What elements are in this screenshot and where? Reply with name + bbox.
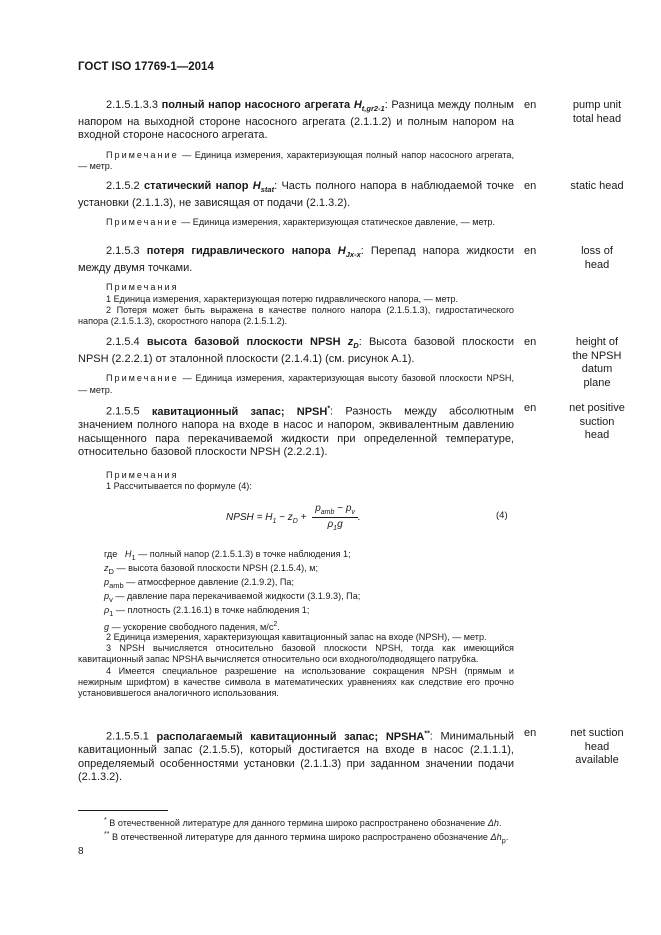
term-name: статический напор $H_{stat}$ (143, 180, 275, 195)
formula-npsh: NPSH = $H_1 - z_D$ + $\frac{p_{amb} - p_v}{\rho_1g}$ . (226, 503, 361, 532)
term-name: высота базовой плоскости NPSH $z_D$ (146, 336, 359, 351)
note: Примечание — Единица измерения, характеризующая статическое давление, — метр. (106, 217, 495, 228)
legend-item: $z_D$ — высота базовой плоскости NPSH (2.1.5.4), м; (104, 563, 318, 576)
lang-code: en (524, 336, 537, 348)
english-equivalent: static head (570, 180, 624, 192)
note: 3 NPSH вычисляется относительно базовой плоскости NPSH, тогда как имеющийся кавитационный запас NPSHA вычисляется относительно оси входного/подводящего патрубка. (78, 643, 514, 665)
notes-block (78, 632, 514, 699)
footnote-divider (78, 810, 168, 811)
note: 1 Единица измерения, характеризующая потерю гидравлического напора, — метр. (106, 293, 458, 304)
note: Примечание — Единица измерения, характеризующая полный напор насосного агрегата, — метр. (78, 149, 514, 172)
symbol-legend (104, 549, 360, 633)
term-definition: 2.1.5.3 потеря гидравлического напора $H_{Jx-x}$: Перепад напора жидкости между двумя точками. (78, 245, 514, 274)
term-name: кавитационный запас; NPSH* (151, 405, 331, 418)
equation-number: (4) (496, 510, 508, 521)
term-definition: 2.1.5.5 кавитационный запас; NPSH*: Разность между абсолютным значением полного напора на входе в насос и напором, эквивалентным давлению насыщенного пара перекачиваемой жидкости при определенной температуре, относительно базовой плоскости NPSH (2.2.2.1). (78, 405, 514, 459)
legend-item: g — ускорение свободного падения, $м/с^2$. (104, 621, 280, 633)
notes-heading: Примечания (106, 470, 179, 481)
english-equivalent: pump unit total head (572, 99, 622, 125)
notes-heading: Примечания (106, 282, 179, 293)
english-equivalent: net positive suction head (569, 402, 625, 442)
lang-code: en (524, 402, 537, 414)
legend-item: $\rho_1$ — плотность (2.1.16.1) в точке наблюдения 1; (104, 605, 310, 618)
note: 4 Имеется специальное разрешение на использование сокращения NPSH (прямым и нежирным шрифтом) в качестве символа в математических уравнениях как следствие его прочно установившегося аналогичного использования. (78, 665, 514, 699)
legend-item: $p_v$ — давление пара перекачиваемой жидкости (3.1.9.3), Па; (104, 591, 361, 604)
lang-code: en (524, 99, 537, 111)
note: 2 Единица измерения, характеризующая кавитационный запас на входе (NPSH), — метр. (106, 632, 487, 642)
page-number: 8 (78, 846, 84, 857)
term-name: полный напор насосного агрегата $H_{t,gr2-1}$ (161, 99, 385, 114)
term-entry (78, 245, 514, 327)
term-entry (78, 180, 514, 229)
legend-item: $p_{amb}$ — атмосферное давление (2.1.9.2), Па; (104, 577, 295, 590)
lang-code: en (524, 727, 537, 739)
english-equivalent: net suction head available (570, 727, 624, 767)
document-header: ГОСТ ISO 17769-1—2014 (78, 61, 214, 73)
definition-text: : Разница между полным напором на выходной стороне насосного агрегата (2.1.1.2) и полным напором на входной стороне насосного агрегата. (78, 99, 514, 142)
footnote: ** В отечественной литературе для данного термина широко распространено обозначение $\Delta h_p$. (104, 831, 509, 846)
term-entry (78, 99, 514, 172)
legend-item: где $H_1$ — полный напор (2.1.5.1.3) в точке наблюдения 1; (104, 549, 351, 562)
term-entry (78, 727, 514, 785)
term-entry (78, 402, 514, 492)
english-equivalent: loss of head (581, 245, 613, 271)
term-name: потеря гидравлического напора $H_{Jx-x}$ (146, 245, 361, 260)
term-definition: 2.1.5.2 статический напор $H_{stat}$: Часть полного напора в наблюдаемой точке установки (2.1.1.3), не зависящая от подачи (2.1.3.2). (78, 180, 514, 209)
note: 2 Потеря может быть выражена в качестве полного напора (2.1.5.1.3), гидростатического напора (2.1.5.1.3), скоростного напора (2.1.5.1.2). (78, 304, 514, 326)
term-entry (78, 336, 514, 396)
lang-code: en (524, 245, 537, 257)
term-definition (78, 99, 514, 143)
note: 1 Рассчитывается по формуле (4): (106, 481, 252, 492)
formula-fraction: $\frac{p_{amb} - p_v}{\rho_1g}$ (312, 503, 358, 532)
term-number: 2.1.5.1.3.3 (106, 99, 158, 111)
english-equivalent: height of the NPSH datum plane (572, 336, 622, 389)
lang-code: en (524, 180, 537, 192)
term-name: располагаемый кавитационный запас; NPSHA** (156, 730, 430, 743)
note: Примечание — Единица измерения, характеризующая высоту базовой плоскости NPSH, — метр. (78, 373, 514, 395)
footnote: * В отечественной литературе для данного термина широко распространено обозначение Δh. (104, 817, 502, 829)
term-definition: 2.1.5.5.1 располагаемый кавитационный запас; NPSHA**: Минимальный кавитационный запас (2.1.5.5), который достигается на входе в насос (2.1.1.1), определяемый особенностями установки (2.1.1.3) при заданном значении подачи (2.1.3.2). (78, 730, 514, 784)
footnotes (104, 815, 508, 846)
term-definition: 2.1.5.4 высота базовой плоскости NPSH $z_D$: Высота базовой плоскости NPSH (2.2.2.1) от эталонной плоскости (2.1.4.1) (см. рисунок А.1). (78, 336, 514, 365)
